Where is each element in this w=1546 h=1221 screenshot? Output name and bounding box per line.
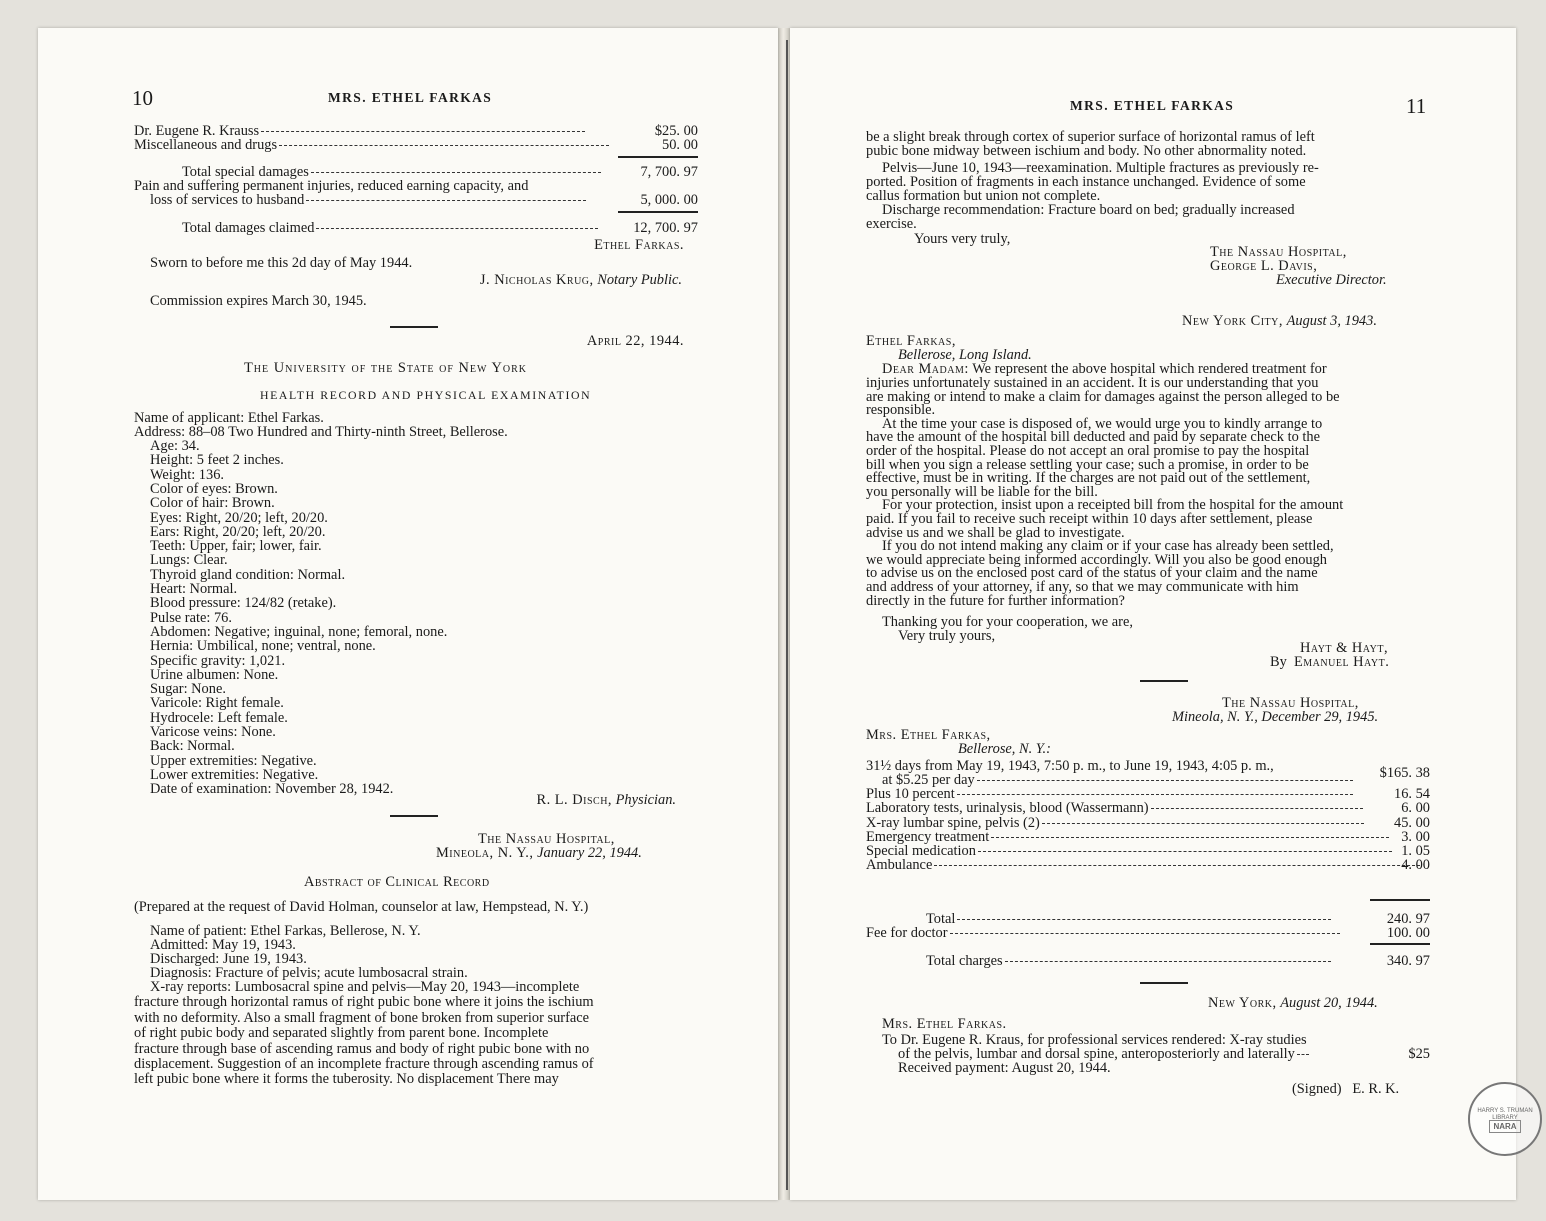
- closing-1: Yours very truly,: [914, 231, 1011, 247]
- addressee-place: Bellerose, Long Island.: [898, 347, 1032, 363]
- xray-line: fracture through horizontal ramus of right pubic bone where it joins the ischium: [134, 994, 594, 1011]
- letter-line: For your protection, insist upon a receipted bill from the hospital for the amount: [882, 497, 1344, 514]
- health-item: Varicole: Right female.: [150, 695, 284, 712]
- letter-line: If you do not intend making any claim or if your case has already been settled,: [882, 538, 1334, 555]
- report-continued: be a slight break through cortex of superior surface of horizontal ramus of left: [866, 129, 1315, 145]
- health-item: Age: 34.: [150, 438, 200, 454]
- bill-item: Ambulance: [866, 858, 1423, 873]
- pelvis-line: Pelvis—June 10, 1943—reexamination. Multiple fractures as previously re-: [882, 160, 1319, 176]
- letter-line: you personally will be liable for the bill.: [866, 483, 1098, 500]
- health-item: Hernia: Umbilical, none; ventral, none.: [150, 638, 376, 655]
- bill-item-amount: 45. 00: [1394, 814, 1430, 831]
- sum-rule: [1370, 899, 1430, 901]
- health-item: Sugar: None.: [150, 681, 226, 698]
- bill-total-amount: 240. 97: [1386, 911, 1430, 927]
- health-item: Teeth: Upper, fair; lower, fair.: [150, 538, 322, 555]
- bill-hospital: The Nassau Hospital,: [1222, 695, 1359, 711]
- letter-line: we would appreciate being informed accordingly. Will you also be good enough: [866, 551, 1327, 568]
- left-page: [38, 28, 778, 1200]
- health-item: Blood pressure: 124/82 (retake).: [150, 595, 337, 612]
- health-item: Back: Normal.: [150, 738, 235, 755]
- letter-line: advise us and we shall be glad to investigate.: [866, 524, 1125, 541]
- running-head: MRS. ETHEL FARKAS: [1070, 98, 1235, 113]
- bill-fee-label: Fee for doctor: [866, 926, 1343, 941]
- health-item: Date of examination: November 28, 1942.: [150, 781, 394, 798]
- pain-line: Pain and suffering permanent injuries, reduced earning capacity, and: [134, 178, 529, 194]
- health-item: Lower extremities: Negative.: [150, 766, 319, 783]
- right-page: [790, 28, 1516, 1200]
- health-item: Color of eyes: Brown.: [150, 480, 278, 497]
- last-received: Received payment: August 20, 1944.: [898, 1060, 1111, 1076]
- xray-line: of right pubic body and separated slightly from parent bone. Incomplete: [134, 1025, 549, 1042]
- signature-farkas: Ethel Farkas.: [594, 237, 684, 253]
- pelvis-line: ported. Position of fragments in each instance unchanged. Evidence of some: [866, 174, 1306, 190]
- total-special-amount: 7, 700. 97: [640, 164, 698, 180]
- health-item: Thyroid gland condition: Normal.: [150, 566, 346, 583]
- damage-row: Miscellaneous and drugs: [134, 138, 612, 153]
- running-head: MRS. ETHEL FARKAS: [328, 90, 493, 105]
- letter-line: responsible.: [866, 402, 936, 419]
- closing-2: Very truly yours,: [898, 628, 996, 644]
- letter-line: and address of your attorney, if any, so that we may communicate with him: [866, 579, 1299, 595]
- sig2-by: By Emanuel Hayt.: [1270, 654, 1390, 670]
- health-item: Upper extremities: Negative.: [150, 752, 317, 769]
- last-to: Mrs. Ethel Farkas.: [882, 1016, 1007, 1032]
- sum-rule: [1370, 943, 1430, 945]
- bill-charges-amount: 340. 97: [1386, 953, 1430, 969]
- clinical-item: Diagnosis: Fracture of pelvis; acute lumbosacral strain.: [150, 965, 468, 981]
- addressee: Ethel Farkas,: [866, 333, 956, 349]
- letter-line: At the time your case is disposed of, we would urge you to kindly arrange to: [882, 415, 1323, 432]
- sworn-line: Sworn to before me this 2d day of May 1944.: [150, 255, 413, 271]
- bill-item: Special medication: [866, 844, 1395, 859]
- total-claimed-label: Total damages claimed: [182, 221, 601, 236]
- pain-line: loss of services to husband: [150, 193, 589, 208]
- damage-amount: $25. 00: [654, 123, 698, 139]
- letter-line: injuries unfortunately sustained in an accident. It is our understanding that you: [866, 375, 1319, 391]
- health-item: Height: 5 feet 2 inches.: [150, 452, 284, 469]
- book-gutter: [778, 28, 790, 1200]
- section-rule: [390, 815, 438, 817]
- pelvis-line: callus formation but union not complete.: [866, 188, 1101, 204]
- sig1-line: George L. Davis,: [1210, 258, 1318, 274]
- clinical-item: Name of patient: Ethel Farkas, Bellerose, N. Y.: [150, 923, 421, 939]
- letter-line: bill when you sign a release settling your case; such a promise, in order to be: [866, 456, 1309, 473]
- xray-line: X-ray reports: Lumbosacral spine and pelvis—May 20, 1943—incomplete: [150, 979, 580, 995]
- health-item: Hydrocele: Left female.: [150, 709, 288, 726]
- xray-line: fracture through base of ascending ramus and body of right pubic bone with no: [134, 1040, 590, 1057]
- bill-item-amount: 6. 00: [1401, 800, 1430, 817]
- prepared-note: (Prepared at the request of David Holman, counselor at law, Hempstead, N. Y.): [134, 899, 589, 915]
- bill-item: X-ray lumbar spine, pelvis (2): [866, 816, 1367, 831]
- health-item: Specific gravity: 1,021.: [150, 652, 286, 669]
- abstract-title: Abstract of Clinical Record: [304, 874, 490, 890]
- section-rule: [1140, 680, 1188, 682]
- xray-line: displacement. Suggestion of an incomplete fracture through ascending ramus of: [134, 1056, 594, 1072]
- spine-shadow: [786, 40, 788, 1190]
- letter-line: are making or intend to make a claim for damages against the person alleged to be: [866, 388, 1340, 405]
- total-claimed-amount: 12, 700. 97: [633, 220, 698, 236]
- sig2-firm: Hayt & Hayt,: [1300, 640, 1389, 656]
- discharge-line: Discharge recommendation: Fracture board on bed; gradually increased: [882, 202, 1295, 218]
- page-number: 11: [1406, 94, 1427, 118]
- health-date: April 22, 1944.: [586, 333, 684, 349]
- bill-days-line: 31½ days from May 19, 1943, 7:50 p. m., to June 19, 1943, 4:05 p. m.,: [866, 758, 1274, 774]
- letter-line: to advise us on the enclosed post card of the status of your claim and the name: [866, 565, 1318, 582]
- health-item: Weight: 136.: [150, 466, 224, 483]
- letter-line: paid. If you fail to receive such receipt within 10 days after settlement, please: [866, 511, 1313, 527]
- letter-line: order of the hospital. Please do not accept an oral promise to pay the hospital: [866, 443, 1310, 459]
- health-item: Abdomen: Negative; inguinal, none; femoral, none.: [150, 623, 448, 640]
- health-record-title: HEALTH RECORD AND PHYSICAL EXAMINATION: [260, 388, 592, 402]
- health-item: Eyes: Right, 20/20; left, 20/20.: [150, 509, 328, 526]
- bill-item-amount: 4. 00: [1401, 857, 1430, 874]
- sig1-title: Executive Director.: [1276, 272, 1387, 288]
- archive-stamp-icon: HARRY S. TRUMAN LIBRARY NARA: [1468, 1082, 1542, 1156]
- letter-line: have the amount of the hospital bill deducted and paid by separate check to the: [866, 429, 1320, 446]
- bill-charges-label: Total charges: [926, 954, 1334, 969]
- sum-rule: [618, 156, 698, 158]
- bill-total-label: Total: [926, 912, 1334, 927]
- damage-row: Dr. Eugene R. Krauss: [134, 124, 588, 139]
- thanks-line: Thanking you for your cooperation, we are,: [882, 614, 1133, 630]
- last-place-date: New York, August 20, 1944.: [1208, 995, 1378, 1011]
- clinical-item: Admitted: May 19, 1943.: [150, 937, 296, 953]
- letter-line: directly in the future for further information?: [866, 592, 1125, 609]
- last-line: To Dr. Eugene R. Kraus, for professional services rendered: X-ray studies: [882, 1032, 1307, 1048]
- clinical-item: Discharged: June 19, 1943.: [150, 951, 307, 967]
- letter-place-date: New York City, August 3, 1943.: [1182, 313, 1377, 329]
- hospital-place-date: Mineola, N. Y., January 22, 1944.: [436, 845, 642, 861]
- sum-rule: [618, 211, 698, 213]
- bill-item-amount: 3. 00: [1401, 828, 1430, 845]
- hospital-name: The Nassau Hospital,: [478, 831, 615, 847]
- damage-amount: 50. 00: [662, 137, 698, 153]
- health-item: Pulse rate: 76.: [150, 609, 232, 626]
- xray-line: with no deformity. Also a small fragment of bone broken from superior surface: [134, 1009, 590, 1026]
- health-item: Urine albumen: None.: [150, 666, 279, 683]
- health-item: Ears: Right, 20/20; left, 20/20.: [150, 523, 326, 540]
- section-rule: [390, 326, 438, 328]
- letter-line: effective, must be in writing. If the charges are not paid out of the settlement,: [866, 470, 1311, 487]
- health-item: Heart: Normal.: [150, 581, 238, 597]
- applicant-name: Name of applicant: Ethel Farkas.: [134, 410, 324, 426]
- bill-item: Emergency treatment: [866, 830, 1392, 845]
- health-item: Varicose veins: None.: [150, 724, 276, 740]
- bill-item-amount: 16. 54: [1394, 786, 1430, 803]
- health-item: Color of hair: Brown.: [150, 495, 275, 512]
- bill-item-amount: 1. 05: [1401, 843, 1430, 859]
- xray-line: left pubic bone where it forms the tuberosity. No displacement There may: [134, 1071, 559, 1088]
- discharge-line: exercise.: [866, 216, 917, 232]
- last-line: of the pelvis, lumbar and dorsal spine, anteroposteriorly and laterally: [898, 1047, 1312, 1062]
- bill-to: Mrs. Ethel Farkas,: [866, 727, 991, 743]
- section-rule: [1140, 982, 1188, 984]
- bill-place-date: Mineola, N. Y., December 29, 1945.: [1172, 709, 1379, 725]
- pain-amount: 5, 000. 00: [640, 192, 698, 208]
- report-continued: pubic bone midway between ischium and body. No other abnormality noted.: [866, 143, 1307, 159]
- physician-signature: R. L. Disch, Physician.: [536, 792, 676, 808]
- health-item: Lungs: Clear.: [150, 552, 228, 569]
- bill-item-amount: $165. 38: [1379, 765, 1430, 781]
- bill-to-place: Bellerose, N. Y.:: [958, 741, 1051, 757]
- last-signed: (Signed) E. R. K.: [1292, 1081, 1400, 1097]
- page-number: 10: [132, 86, 153, 110]
- bill-item: at $5.25 per day: [882, 773, 1356, 788]
- bill-fee-amount: 100. 00: [1386, 925, 1430, 941]
- sig1-line: The Nassau Hospital,: [1210, 244, 1347, 260]
- bill-item: Laboratory tests, urinalysis, blood (Wassermann): [866, 801, 1366, 816]
- bill-item: Plus 10 percent: [866, 787, 1356, 802]
- commission-line: Commission expires March 30, 1945.: [150, 293, 367, 309]
- letter-para1-first: Dear Madam: We represent the above hospital which rendered treatment for: [882, 361, 1327, 377]
- applicant-address: Address: 88–08 Two Hundred and Thirty-ninth Street, Bellerose.: [134, 424, 508, 440]
- last-amount: $25: [1408, 1046, 1430, 1062]
- total-special-label: Total special damages: [182, 165, 604, 180]
- university-title: The University of the State of New York: [244, 360, 528, 376]
- notary: J. Nicholas Krug, Notary Public.: [479, 272, 682, 288]
